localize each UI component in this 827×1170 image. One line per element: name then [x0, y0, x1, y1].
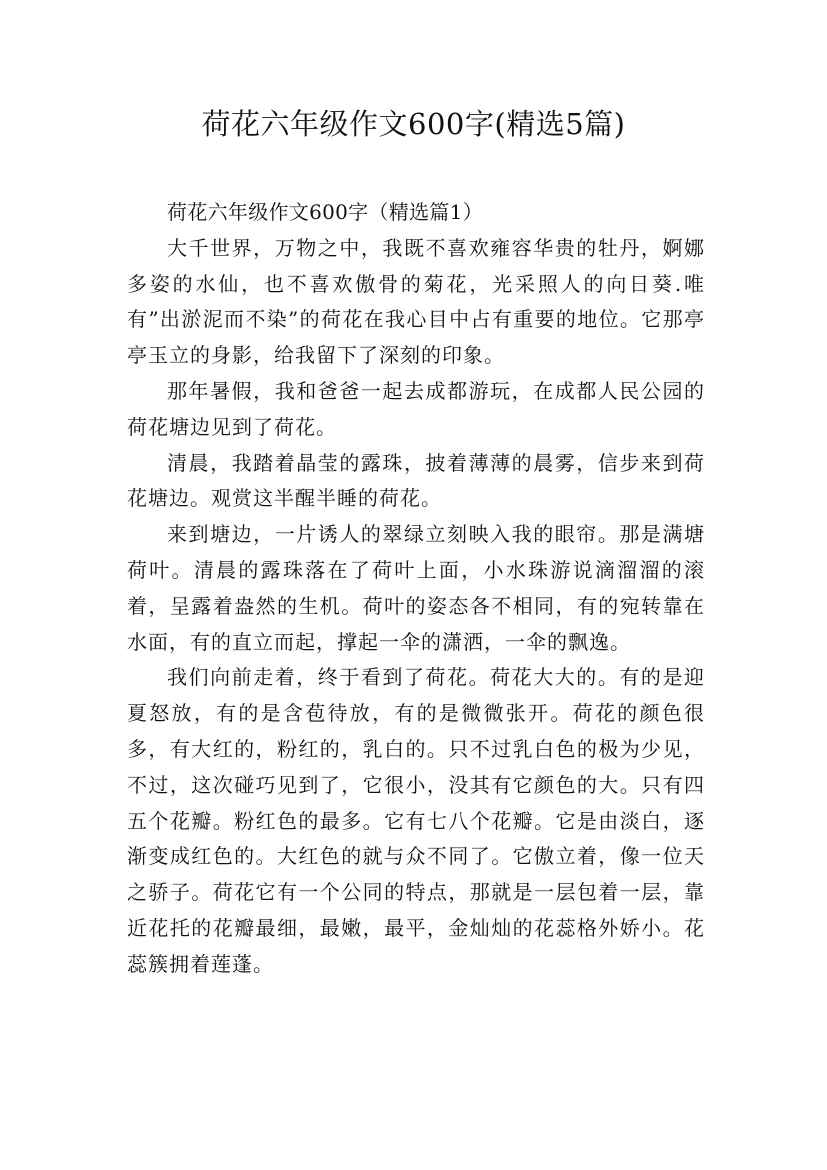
- essay-subtitle: 荷花六年级作文600字（精选篇1）: [167, 200, 483, 224]
- paragraph: 那年暑假，我和爸爸一起去成都游玩，在成都人民公园的荷花塘边见到了荷花。: [127, 378, 705, 439]
- paragraph: 大千世界，万物之中，我既不喜欢雍容华贵的牡丹，婀娜多姿的水仙，也不喜欢傲骨的菊花，光采照人的向日葵.唯有”出淤泥而不染”的荷花在我心目中占有重要的地位。它那亭亭玉立的身影，给我留下了深刻的印象。: [127, 235, 705, 368]
- paragraph: 来到塘边，一片诱人的翠绿立刻映入我的眼帘。那是满塘荷叶。清晨的露珠落在了荷叶上面，小水珠游说滴溜溜的滚着，呈露着盎然的生机。荷叶的姿态各不相同，有的宛转靠在水面，有的直立而起，撑起一伞的潇洒，一伞的飘逸。: [127, 522, 705, 654]
- essay-body: [127, 195, 705, 983]
- document-title: 荷花六年级作文600字(精选5篇): [201, 107, 626, 141]
- paragraph: 清晨，我踏着晶莹的露珠，披着薄薄的晨雾，信步来到荷花塘边。观赏这半醒半睡的荷花。: [127, 450, 705, 511]
- paragraph: 我们向前走着，终于看到了荷花。荷花大大的。有的是迎夏怒放，有的是含苞待放，有的是微微张开。荷花的颜色很多，有大红的，粉红的，乳白的。只不过乳白色的极为少见，不过，这次碰巧见到了，它很小，没其有它颜色的大。只有四五个花瓣。粉红色的最多。它有七八个花瓣。它是由淡白，逐渐变成红色的。大红色的就与众不同了。它傲立着，像一位天之骄子。荷花它有一个公同的特点，那就是一层包着一层，靠近花托的花瓣最细，最嫩，最平，金灿灿的花蕊格外娇小。花蕊簇拥着莲蓬。: [127, 665, 705, 976]
